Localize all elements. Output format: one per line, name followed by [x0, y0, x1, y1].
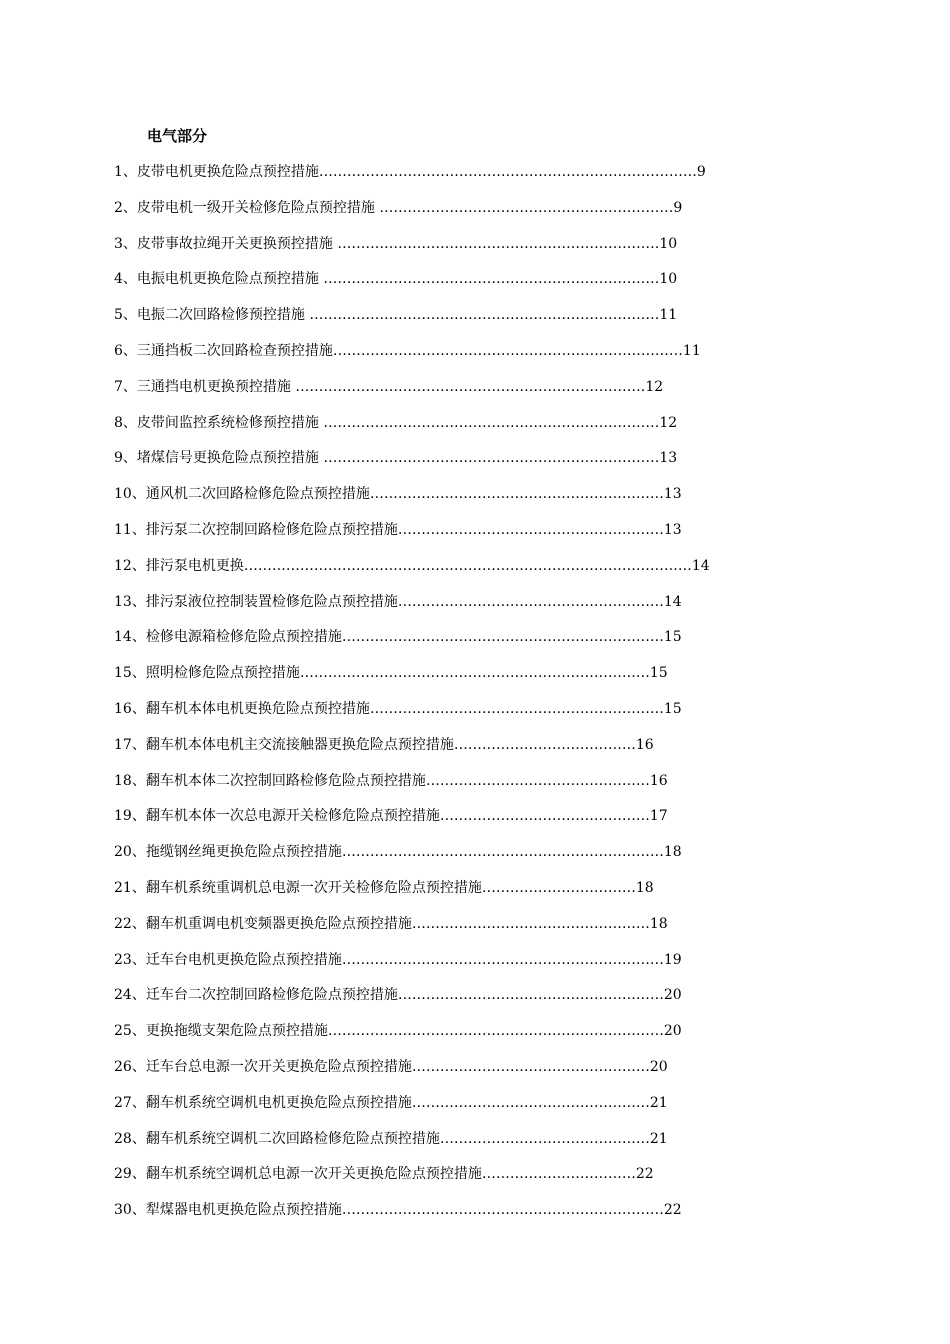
toc-entry-page-number: 10: [659, 235, 678, 252]
toc-entry-title: 皮带事故拉绳开关更换预控措施: [136, 235, 338, 252]
toc-entry-leader-dots: …………………………………: [453, 736, 636, 753]
toc-entry-number: 5、: [114, 307, 137, 324]
toc-entry-number: 27、: [114, 1094, 146, 1111]
toc-entry-title: 电振电机更换危险点预控措施: [136, 271, 324, 288]
toc-entry-leader-dots: ……………………………………………………………: [337, 235, 660, 252]
toc-entry[interactable]: [114, 627, 834, 663]
toc-entry-page-number: 9: [673, 199, 683, 216]
toc-entry-number: 7、: [114, 378, 137, 395]
toc-entry-number: 15、: [114, 665, 146, 682]
toc-entry-page-number: 12: [659, 414, 678, 431]
toc-entry-title: 三通挡电机更换预控措施: [136, 378, 296, 395]
toc-entry-title: 排污泵二次控制回路检修危险点预控措施: [145, 521, 398, 538]
toc-entry-leader-dots: ……………………………………………………………: [341, 1202, 664, 1219]
toc-entry-number: 10、: [114, 486, 146, 503]
toc-entry[interactable]: [114, 699, 834, 735]
toc-entry-leader-dots: ………………………………………………………………: [323, 414, 660, 431]
toc-entry-number: 13、: [114, 593, 146, 610]
toc-entry-page-number: 11: [682, 342, 701, 359]
toc-entry-page-number: 15: [663, 700, 682, 717]
toc-entry-number: 12、: [114, 557, 146, 574]
toc-entry-title: 迁车台电机更换危险点预控措施: [145, 951, 342, 968]
toc-entry[interactable]: [114, 1093, 834, 1129]
toc-entry-leader-dots: ……………………………: [481, 1166, 636, 1183]
toc-entry-leader-dots: ………………………………………………………………………: [318, 164, 697, 180]
toc-entry-number: 29、: [114, 1166, 146, 1183]
toc-entry-number: 1、: [114, 164, 137, 180]
toc-entry-leader-dots: ……………………………………………………………………………………: [243, 557, 692, 574]
toc-entry-leader-dots: ……………………………………………………………: [341, 844, 664, 861]
toc-entry-page-number: 20: [663, 987, 682, 1004]
toc-entry-number: 6、: [114, 342, 137, 359]
toc-entry-page-number: 20: [649, 1058, 668, 1075]
toc-entry-leader-dots: ……………………………………………: [411, 1094, 650, 1111]
toc-entry-leader-dots: ………………………………………: [439, 808, 650, 825]
toc-entry-page-number: 19: [663, 951, 682, 968]
toc-entry[interactable]: [114, 1021, 834, 1057]
toc-entry[interactable]: [114, 198, 834, 234]
toc-entry-title: 翻车机本体电机更换危险点预控措施: [145, 700, 370, 717]
toc-entry-leader-dots: ……………………………………………………………: [341, 629, 664, 646]
toc-entry-number: 18、: [114, 772, 146, 789]
toc-entry[interactable]: [114, 341, 834, 377]
toc-entry-page-number: 21: [649, 1130, 668, 1147]
toc-entry-number: 17、: [114, 736, 146, 753]
toc-entry[interactable]: [114, 914, 834, 950]
toc-entry[interactable]: [114, 735, 834, 771]
toc-entry-page-number: 14: [663, 593, 682, 610]
toc-entry-title: 检修电源箱检修危险点预控措施: [145, 629, 342, 646]
toc-entry[interactable]: [114, 520, 834, 556]
toc-entry-leader-dots: ………………………………………: [439, 1130, 650, 1147]
toc-entry[interactable]: [114, 663, 834, 699]
toc-entry-number: 11、: [114, 521, 146, 538]
toc-entry-number: 25、: [114, 1023, 146, 1040]
toc-entry-title: 堵煤信号更换危险点预控措施: [136, 450, 324, 467]
toc-entry-leader-dots: …………………………………………………: [397, 521, 664, 538]
toc-entry-title: 犁煤器电机更换危险点预控措施: [145, 1202, 342, 1219]
toc-entry-number: 24、: [114, 987, 146, 1004]
toc-entry-title: 排污泵电机更换: [145, 557, 244, 574]
toc-entry-number: 23、: [114, 951, 146, 968]
toc-entry-page-number: 13: [659, 450, 678, 467]
toc-entry-number: 20、: [114, 844, 146, 861]
toc-entry-page-number: 18: [635, 879, 654, 896]
toc-entry-number: 8、: [114, 414, 137, 431]
toc-entry[interactable]: [114, 448, 834, 484]
toc-entry-number: 30、: [114, 1202, 146, 1219]
toc-entry[interactable]: [114, 269, 834, 305]
toc-entry-page-number: 11: [659, 307, 678, 324]
toc-entry-leader-dots: ………………………………………………………: [379, 199, 674, 216]
toc-entry-number: 3、: [114, 235, 137, 252]
toc-entry-number: 21、: [114, 879, 146, 896]
toc-entry[interactable]: [114, 985, 834, 1021]
toc-entry-number: 2、: [114, 199, 137, 216]
toc-entry-page-number: 18: [649, 915, 668, 932]
toc-entry-page-number: 16: [635, 736, 654, 753]
toc-entry-leader-dots: ……………………………: [481, 879, 636, 896]
toc-entry[interactable]: [114, 878, 834, 914]
toc-entry-page-number: 16: [649, 772, 668, 789]
toc-entry-page-number: 9: [696, 164, 706, 180]
toc-entry[interactable]: [114, 234, 834, 270]
toc-entry[interactable]: [114, 771, 834, 807]
toc-entry-page-number: 22: [663, 1202, 682, 1219]
toc-entry[interactable]: [114, 1057, 834, 1093]
toc-entry-leader-dots: ………………………………………………………………: [323, 271, 660, 288]
toc-entry[interactable]: [114, 1129, 834, 1165]
toc-entry-leader-dots: ……………………………………………: [411, 915, 650, 932]
toc-entry-leader-dots: ………………………………………………………………: [323, 450, 660, 467]
toc-entry-page-number: 14: [691, 557, 710, 574]
toc-entry-leader-dots: …………………………………………………………………: [295, 378, 646, 395]
toc-entry-title: 迁车台二次控制回路检修危险点预控措施: [145, 987, 398, 1004]
toc-entry-number: 19、: [114, 808, 146, 825]
toc-entry-number: 14、: [114, 629, 146, 646]
toc-entry-title: 皮带间监控系统检修预控措施: [136, 414, 324, 431]
toc-entry-leader-dots: …………………………………………………………………: [309, 307, 660, 324]
toc-entry-leader-dots: ………………………………………………………: [369, 700, 664, 717]
toc-entry-leader-dots: ………………………………………………………: [369, 486, 664, 503]
toc-entry-number: 9、: [114, 450, 137, 467]
toc-entry-page-number: 15: [649, 665, 668, 682]
toc-entry-page-number: 12: [645, 378, 664, 395]
toc-entry[interactable]: [114, 1200, 834, 1236]
toc-entry-title: 迁车台总电源一次开关更换危险点预控措施: [145, 1058, 412, 1075]
toc-entry-leader-dots: …………………………………………………………………: [332, 342, 683, 359]
toc-entry-title: 翻车机系统空调机总电源一次开关更换危险点预控措施: [145, 1166, 482, 1183]
toc-entry[interactable]: [114, 1164, 834, 1200]
toc-entry-leader-dots: ………………………………………………………………: [327, 1023, 664, 1040]
toc-entry-leader-dots: …………………………………………………: [397, 987, 664, 1004]
toc-entry[interactable]: [114, 950, 834, 986]
toc-entry-page-number: 15: [663, 629, 682, 646]
toc-entry-page-number: 20: [663, 1023, 682, 1040]
toc-entry-number: 26、: [114, 1058, 146, 1075]
toc-entry-page-number: 13: [663, 486, 682, 503]
toc-entry-number: 22、: [114, 915, 146, 932]
table-of-contents: [114, 162, 834, 1236]
toc-entry-number: 16、: [114, 700, 146, 717]
toc-entry-title: 皮带电机一级开关检修危险点预控措施: [136, 199, 380, 216]
toc-entry[interactable]: [114, 806, 834, 842]
toc-entry-number: 28、: [114, 1130, 146, 1147]
toc-entry[interactable]: [114, 305, 834, 341]
toc-entry-title: 翻车机本体二次控制回路检修危险点预控措施: [145, 772, 426, 789]
toc-entry[interactable]: [114, 842, 834, 878]
toc-entry-title: 拖缆钢丝绳更换危险点预控措施: [145, 844, 342, 861]
toc-entry-leader-dots: ……………………………………………: [411, 1058, 650, 1075]
toc-entry-leader-dots: …………………………………………………………………: [299, 665, 650, 682]
toc-entry[interactable]: [114, 162, 834, 198]
toc-entry-title: 翻车机系统重调机总电源一次开关检修危险点预控措施: [145, 879, 482, 896]
toc-entry-title: 翻车机本体电机主交流接触器更换危险点预控措施: [145, 736, 454, 753]
toc-entry-title: 排污泵液位控制装置检修危险点预控措施: [145, 593, 398, 610]
toc-entry-page-number: 13: [663, 521, 682, 538]
toc-entry-title: 皮带电机更换危险点预控措施: [136, 164, 319, 180]
toc-entry-title: 电振二次回路检修预控措施: [136, 307, 310, 324]
toc-entry[interactable]: [114, 484, 834, 520]
toc-entry-title: 通风机二次回路检修危险点预控措施: [145, 486, 370, 503]
toc-entry-page-number: 21: [649, 1094, 668, 1111]
toc-entry-title: 翻车机系统空调机二次回路检修危险点预控措施: [145, 1130, 440, 1147]
toc-entry-page-number: 22: [635, 1166, 654, 1183]
toc-entry[interactable]: [114, 377, 834, 413]
section-title: 电气部分: [147, 127, 208, 145]
toc-entry-leader-dots: …………………………………………………: [397, 593, 664, 610]
toc-entry-leader-dots: ……………………………………………………………: [341, 951, 664, 968]
toc-entry-number: 4、: [114, 271, 137, 288]
toc-entry-title: 翻车机系统空调机电机更换危险点预控措施: [145, 1094, 412, 1111]
toc-entry-title: 更换拖缆支架危险点预控措施: [145, 1023, 328, 1040]
toc-entry-leader-dots: …………………………………………: [425, 772, 650, 789]
toc-entry-title: 翻车机本体一次总电源开关检修危险点预控措施: [145, 808, 440, 825]
toc-entry[interactable]: [114, 592, 834, 628]
toc-entry-page-number: 10: [659, 271, 678, 288]
toc-entry-page-number: 18: [663, 844, 682, 861]
toc-entry-page-number: 17: [649, 808, 668, 825]
toc-entry[interactable]: [114, 413, 834, 449]
toc-entry-title: 三通挡板二次回路检查预控措施: [136, 342, 333, 359]
toc-entry-title: 翻车机重调电机变频器更换危险点预控措施: [145, 915, 412, 932]
toc-entry-title: 照明检修危险点预控措施: [145, 665, 300, 682]
toc-entry[interactable]: [114, 556, 834, 592]
